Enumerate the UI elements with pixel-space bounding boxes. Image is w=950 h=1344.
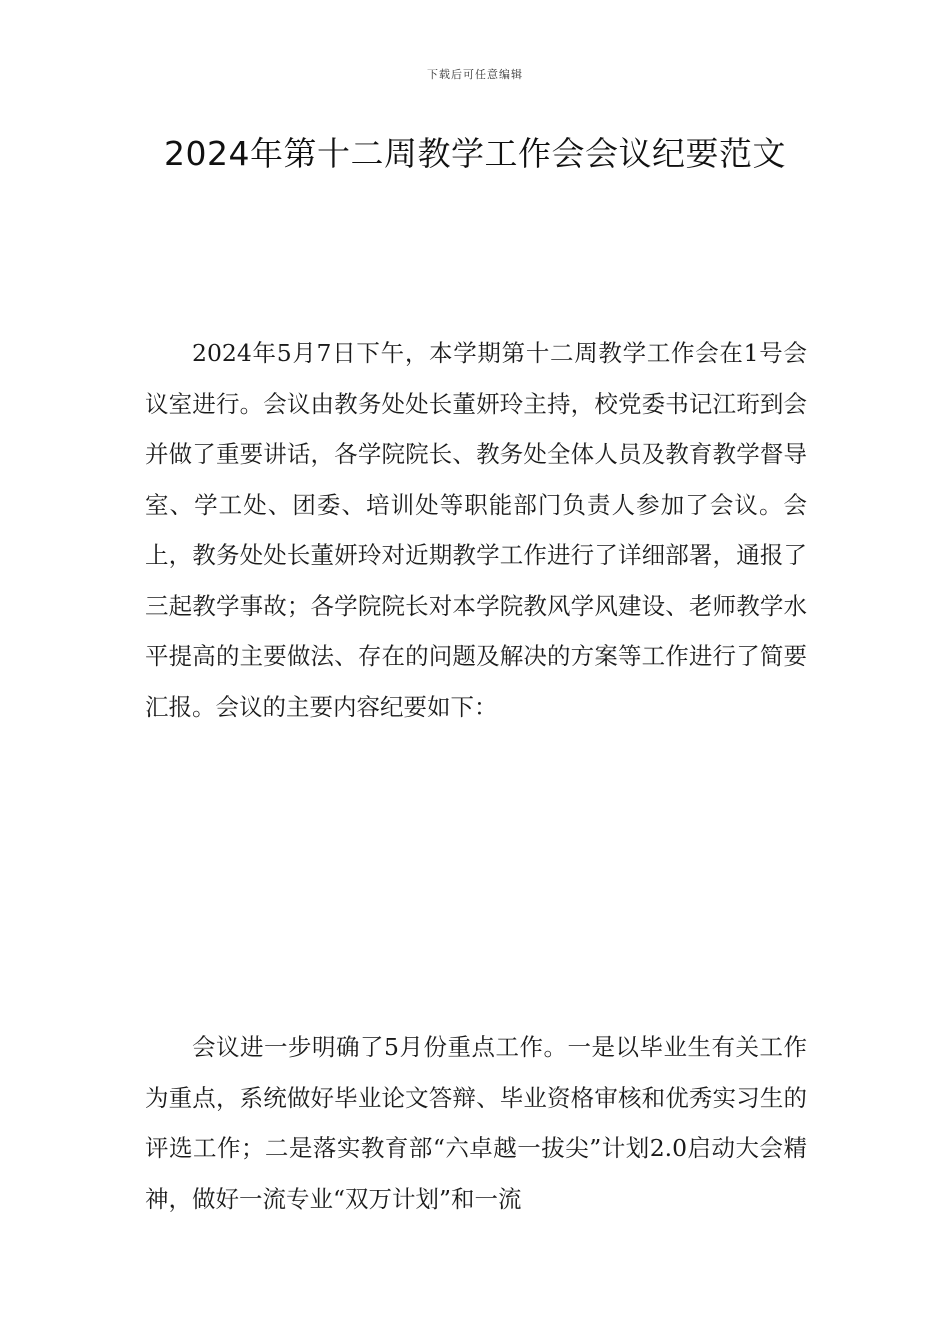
paragraph-key-work: 会议进一步明确了5月份重点工作。一是以毕业生有关工作为重点，系统做好毕业论文答辩、毕业资格审核和优秀实习生的评选工作；二是落实教育部“六卓越一拔尖”计划2.0启动大会精神，做好一流专业“双万计划”和一流 bbox=[145, 1033, 807, 1213]
document-title: 2024年第十二周教学工作会会议纪要范文 bbox=[164, 134, 786, 173]
header-note: 下载后可任意编辑 bbox=[427, 68, 523, 81]
paragraph-meeting-overview: 2024年5月7日下午，本学期第十二周教学工作会在1号会议室进行。会议由教务处处长董妍玲主持，校党委书记江珩到会并做了重要讲话，各学院院长、教务处全体人员及教育教学督导室、学工处、团委、培训处等职能部门负责人参加了会议。会上，教务处处长董妍玲对近期教学工作进行了详细部署，通报了三起教学事故；各学院院长对本学院教风学风建设、老师教学水平提高的主要做法、存在的问题及解决的方案等工作进行了简要汇报。会议的主要内容纪要如下： bbox=[145, 339, 807, 721]
